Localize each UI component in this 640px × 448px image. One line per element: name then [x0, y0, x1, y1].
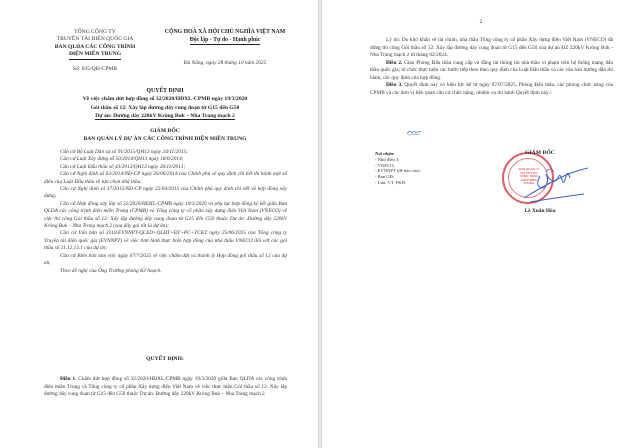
- article-1-text: Chấm dứt hợp đồng số 32/2020/HĐXL-CPMB ngày 19/3/2020 giữa Ban QLDA các công trình điện miền Trung và Tổng công ty cổ phần Xây dựng điện Việt Nam về việc thực hiện Gói thầu số 12: Xây lắp đường dây cung đoạn từ G15 đến G50 thuộc Dự án: Đường dây 220kV Krông Buk – Nha Trang mạch 2.: [44, 376, 287, 398]
- authority-title: GIÁM ĐỐC: [150, 127, 180, 134]
- article-3-label: Điều 3.: [386, 82, 403, 88]
- agency-name-line2: ĐIỆN MIỀN TRUNG: [69, 51, 121, 59]
- legal-basis-item: Căn cứ Bộ Luật Dân sự số 91/2015/QH13 ngày 24/11/2015;: [60, 149, 188, 155]
- signer-title: GIÁM ĐỐC: [525, 150, 555, 156]
- handwritten-signature-icon: [510, 158, 590, 204]
- project-line: Dự án: Đường dây 220kV Krông Buk – Nha Trang mạch 2: [95, 113, 235, 120]
- seal-text: BAN QUẢN LÝ DỰ ÁN CÁC CÔNG TRÌNH ĐIỆN MIỀN TRUNG: [518, 167, 540, 186]
- page-number: 2: [479, 19, 483, 25]
- recipient-item: - EVNNPT (để báo cáo);: [375, 168, 421, 174]
- document-page-2: [322, 0, 640, 448]
- recipient-item: - Lưu: VT, PKH.: [375, 179, 407, 185]
- legal-basis-item: Căn cứ Biên bản làm việc ngày 07/7/2025 về việc chấm dứt và thanh lý Hợp đồng gói thầu số 12 của dự án;: [44, 252, 287, 267]
- issuing-agency-header: [40, 29, 150, 73]
- recipient-item: - Ban GĐ;: [375, 174, 395, 180]
- legal-basis-item: Căn cứ Nghị định số 37/2015/NĐ-CP ngày 22/04/2015 của Chính phủ quy định chi tiết về hợp đồng xây dựng;: [44, 186, 287, 200]
- document-page-1: [0, 0, 318, 448]
- national-motto: Độc lập - Tự do - Hạnh phúc: [190, 37, 261, 46]
- legal-basis-item: Căn cứ Nghị định số 63/2014/NĐ-CP ngày 26/06/2014 của Chính phủ về quy định chi tiết thi hành một số điều của Luật Đấu thầu về lựa chọn nhà thầu;: [44, 171, 287, 185]
- article-3: [370, 82, 613, 97]
- article-2-text: Giao Phòng Đấu thầu cung cấp và đăng tải thông tin nhà thầu vi phạm trên hệ thống mạng đấu thầu quốc gia; tổ chức thực hiện các bước tiếp theo theo quy định của Luật Đấu thầu và các văn bản hướng dẫn thi hành, các quy định của hợp đồng.: [370, 59, 613, 81]
- parent-org-line2: TRUYỀN TẢI ĐIỆN QUỐC GIA: [56, 36, 134, 43]
- recipients-list: [375, 151, 421, 186]
- page-2-body: [370, 37, 613, 97]
- legal-basis-item: Căn cứ Luật Xây dựng số 50/2014/QH13 ngày 18/6/2014;: [60, 156, 184, 163]
- place-date-line: Đà Nẵng, ngày 28 tháng 10 năm 2025: [183, 60, 267, 67]
- decision-title-block: [40, 87, 290, 143]
- article-2: [370, 60, 613, 83]
- parent-org-line1: TỔNG CÔNG TY: [74, 29, 116, 35]
- article-3-text: Quyết định này có hiệu lực kể từ ngày 07/07/2025. Phòng Đấu thầu, các phòng chức năng của CPMB và các đơn vị liên quan căn cứ chức năng, nhiệm vụ thi hành Quyết định này./.: [370, 82, 613, 96]
- agency-name-line1: BAN QLDA CÁC CÔNG TRÌNH: [54, 43, 136, 50]
- national-header: [150, 29, 300, 68]
- article-2-label: Điều 2.: [386, 59, 403, 66]
- legal-basis-item: Căn cứ Văn bản số 3310/EVNNPT-QLXD+QLĐT+ĐT+PC+TCKT ngày 25/06/2025 của Tổng công ty Truyền tải điện quốc gia (EVNNPT) về việc tình hình thực hiện hợp đồng của nhà thầu VNECO đối với các gói thầu số 11,12,13.1 của dự án;: [44, 230, 287, 252]
- legal-basis-item: Căn cứ Hợp đồng xây lắp số 32/2020/HĐXL-CPMB ngày 19/3/2020 và phụ lục hợp đồng ký kết giữa Ban QLDA các công trình điện miền Trung (CPMB) và Tổng công ty cổ phần xây dựng điện Việt Nam (VNECO) về việc thi công Gói thầu số 12: Xây lắp đường dây cung đoạn từ G15 đến G50 thuộc Dự án: Đường dây 220kV Krông Buk – Nha Trang mạch 2 (sau đây gọi tắt là dự án);: [44, 200, 287, 230]
- legal-basis-item: Căn cứ Luật Đấu thầu số 43/2013/QH13 ngày 26/11/2013;: [60, 163, 186, 170]
- legal-basis-item: Theo đề nghị của Ông Trưởng phòng Kế hoạch.: [60, 267, 162, 274]
- article-1: [44, 376, 287, 399]
- recipient-item: - VNECO;: [375, 162, 395, 168]
- package-line: Gói thầu số 12: Xây lắp đường dây cung đoạn từ G15 đến G50: [90, 104, 240, 111]
- decision-heading: QUYẾT ĐỊNH:: [146, 356, 184, 362]
- article-1-label: Điều 1.: [60, 376, 77, 382]
- nation-title: CỘNG HOÀ XÃ HỘI CHỦ NGHĨA VIỆT NAM: [164, 29, 286, 35]
- termination-reason: Lý do: Do khó khăn về tài chính, nhà thầu Tổng công ty cổ phần Xây dựng điện Việt Nam (VNECO) đã dừng thi công Gói thầu số 12: Xây lắp đường dây cung đoạn từ G15 đến G50 của dự án ĐZ 220kV Krông Buk - Nha Trang mạch 2 từ tháng 02/2024.: [370, 37, 613, 58]
- initials-mark-icon: [406, 128, 422, 136]
- recipients-label: Nơi nhận:: [375, 151, 395, 156]
- decision-subject: Về việc chấm dứt hợp đồng số 32/2020/HĐXL-CPMB ngày 19/3/2020: [82, 96, 248, 103]
- legal-basis-preamble: [44, 149, 287, 275]
- document-number: Số: 835/QĐ-CPMB: [72, 65, 118, 72]
- signature-block: [490, 150, 590, 220]
- signer-name: Lê Xuân Hòa: [524, 208, 556, 214]
- recipient-item: - Như điều 3;: [375, 156, 400, 162]
- authority-org: BAN QUẢN LÝ DỰ ÁN CÁC CÔNG TRÌNH ĐIỆN MIỀN TRUNG: [83, 136, 247, 143]
- document-type-title: QUYẾT ĐỊNH: [146, 88, 184, 94]
